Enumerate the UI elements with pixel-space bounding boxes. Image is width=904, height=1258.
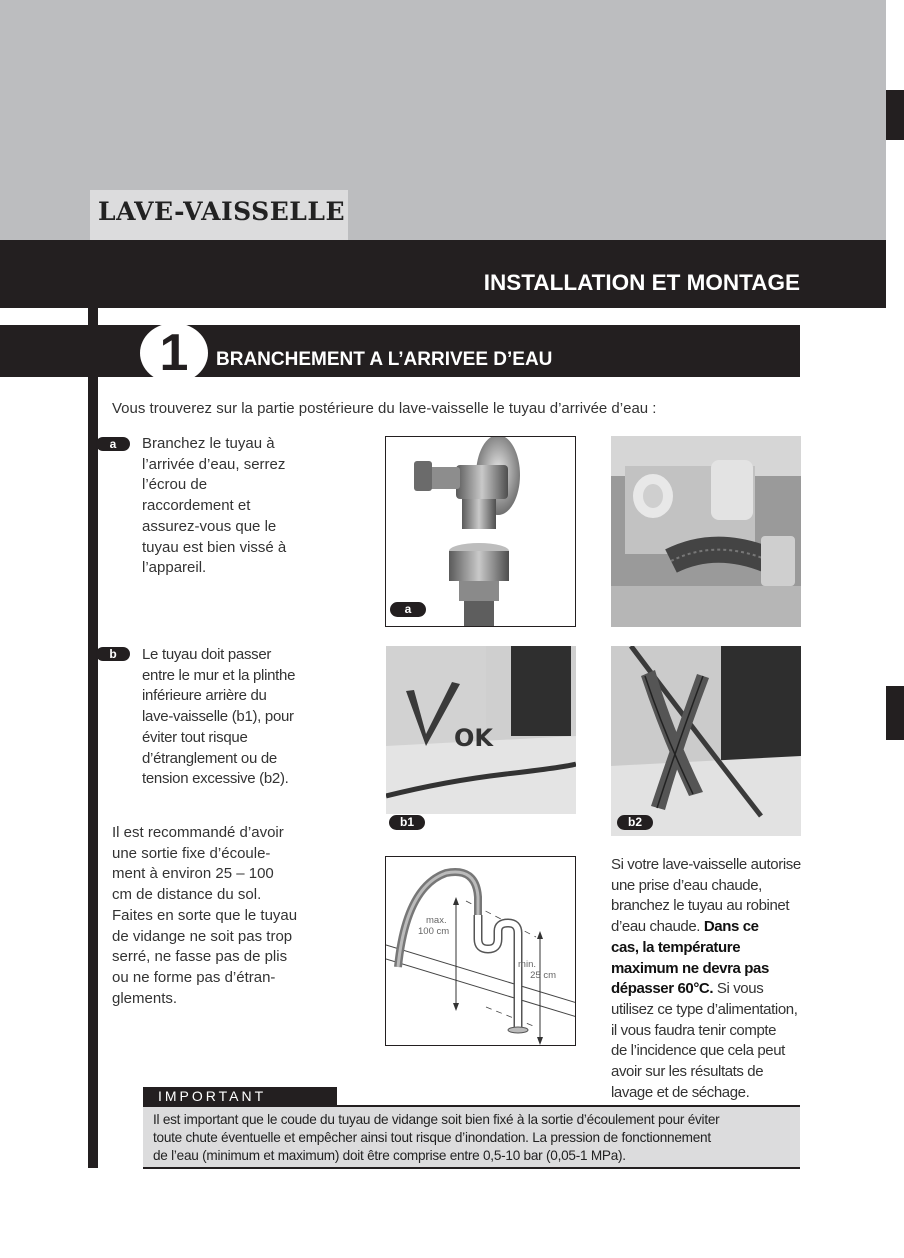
drain-height-diagram xyxy=(385,856,576,1046)
photo-tap-connection xyxy=(385,436,576,627)
hot-water-text: Si votre lave-vaisselle autorise une prise d’eau chaude, branchez le tuyau au robinet d’eau chaude. Dans ce cas, la température maximum ne devra pas dépasser 60°C. Si vous utilisez ce type d’alimentation, il vous faudra tenir compte de l’incidence que cela peut avoir sur les résultats de lavage et de séchage. xyxy=(611,856,801,1101)
item-b-text: Le tuyau doit passer entre le mur et la plinthe inférieure arrière du lave-vaisselle (b1), pour éviter tout risque d’étranglement ou de tension excessive (b2). xyxy=(142,646,296,788)
figure-a-label: a xyxy=(390,602,426,617)
page-edge-tab-top xyxy=(886,90,904,140)
item-a-text: Branchez le tuyau à l’arrivée d’eau, serrez l’écrou de raccordement et assurez-vous que le tuyau est bien vissé à l’appareil. xyxy=(142,435,287,577)
drain-height-text: Il est recommandé d’avoir une sortie fixe d’écoule- ment à environ 25 – 100 cm de distance du sol. Faites en sorte que le tuyau de vidange ne soit pas trop serré, ne fasse pas de plis ou ne forme pas d’étran- glements. xyxy=(112,824,298,1007)
dishwasher-back-illustration xyxy=(611,436,801,627)
max-label: max. xyxy=(426,915,447,926)
ok-mark: OK xyxy=(454,724,493,752)
step-number: 1 xyxy=(159,324,189,382)
correct-routing-illustration xyxy=(386,646,576,814)
max-value: 100 cm xyxy=(418,926,450,937)
drain-hose-diagram xyxy=(386,857,576,1046)
min-label: min. xyxy=(518,959,536,970)
step-number-circle xyxy=(140,323,208,383)
page-edge-tab-middle xyxy=(886,686,904,740)
figure-b2-label: b2 xyxy=(617,815,653,830)
important-title: IMPORTANT xyxy=(143,1087,337,1105)
category-title: LAVE-VAISSELLE xyxy=(98,197,346,226)
tap-connection-illustration xyxy=(386,437,576,627)
min-value: 25 cm xyxy=(530,970,556,981)
item-b-badge: b xyxy=(96,647,130,661)
item-a-badge: a xyxy=(96,437,130,451)
intro-text: Vous trouverez sur la partie postérieure du lave-vaisselle le tuyau d’arrivée d’eau : xyxy=(112,400,657,417)
left-margin-rule xyxy=(88,308,98,1168)
section-title: INSTALLATION ET MONTAGE xyxy=(483,270,800,295)
photo-correct-routing xyxy=(386,646,576,814)
step-title: BRANCHEMENT A L’ARRIVEE D’EAU xyxy=(216,349,553,370)
important-note: Il est important que le coude du tuyau de vidange soit bien fixé à la sortie d’écoulement pour éviter toute chute éventuelle et empêcher ainsi tout risque d’inondation. La pression de fonctionnement de l’eau (minimum et maximum) doit être comprise entre 0,5-10 bar (0,05-1 MPa). xyxy=(143,1105,800,1169)
photo-dishwasher-back xyxy=(611,436,801,627)
photo-wrong-routing xyxy=(611,646,801,836)
wrong-routing-illustration xyxy=(611,646,801,836)
figure-b1-label: b1 xyxy=(389,815,425,830)
